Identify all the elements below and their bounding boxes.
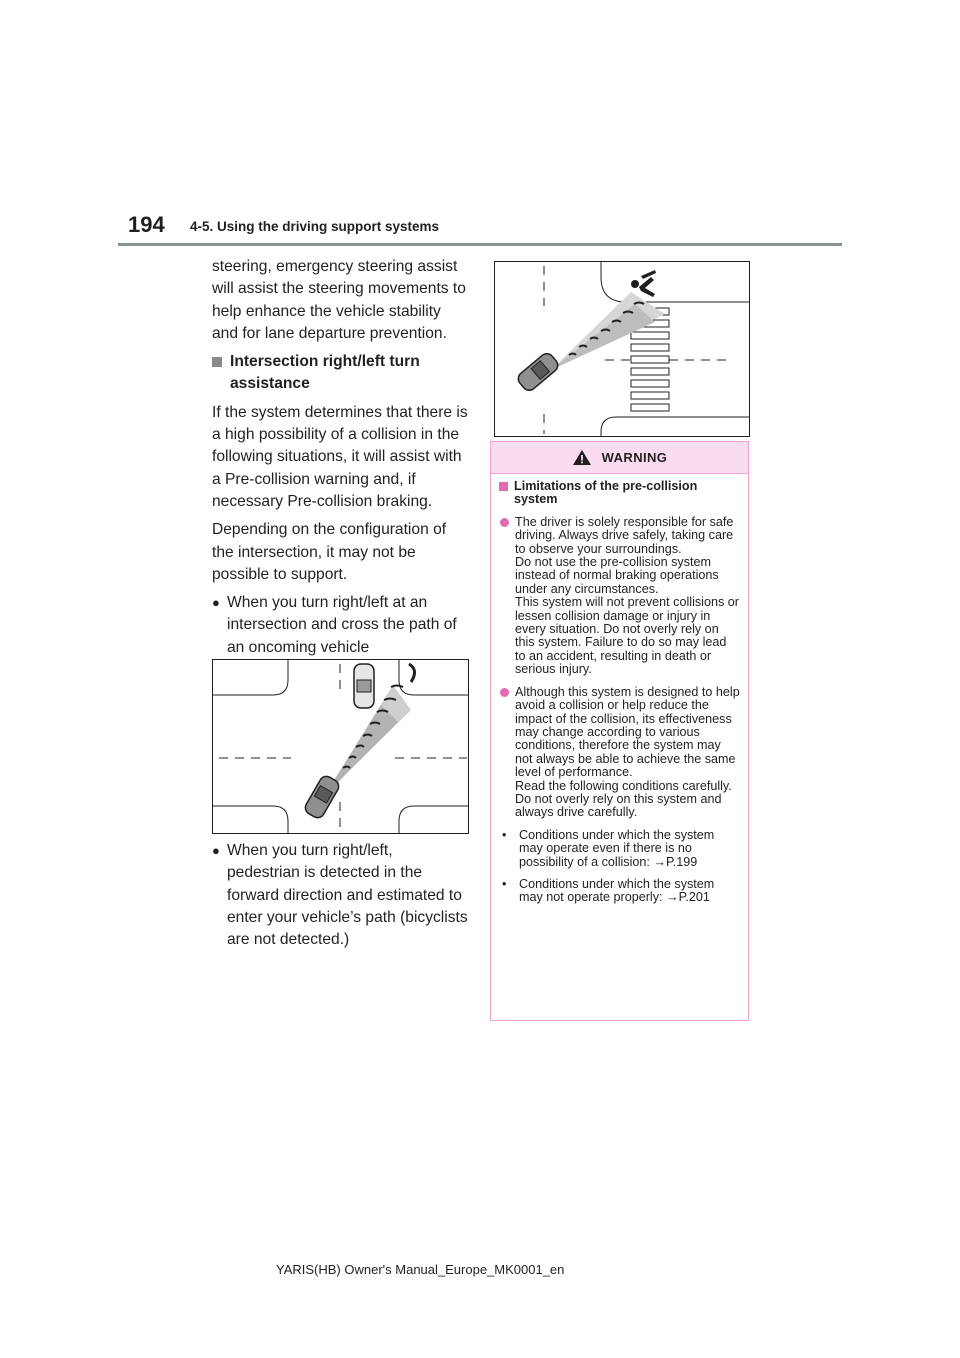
warning-triangle-icon	[572, 449, 592, 466]
warning-item-2-line-2: Read the following conditions carefully. Do not overly rely on this system and always drive carefully.	[515, 778, 732, 820]
paragraph-2: Depending on the configuration of the intersection, it may not be possible to support.	[212, 521, 447, 583]
warning-item-2	[499, 686, 740, 820]
bullet-text: When you turn right/left at an intersection and cross the path of an oncoming vehicle	[227, 594, 457, 656]
pedestrian-icon	[631, 270, 656, 297]
warning-item-1-line-2: Do not use the pre-collision system instead of normal braking operations under any circumstances.	[515, 555, 719, 596]
warning-subhead	[499, 480, 740, 507]
header-rule	[118, 243, 842, 246]
warning-subhead-text: Limitations of the pre-collision system	[514, 479, 698, 507]
bullet-dot-icon: ●	[212, 595, 220, 611]
warning-item-1	[499, 516, 740, 677]
warning-box	[490, 441, 749, 1021]
intro-paragraph: steering, emergency steering assist will assist the steering movements to help enhance the vehicle stability and for lane departure prevention.	[212, 258, 466, 342]
oncoming-car-icon	[354, 664, 374, 708]
warning-note-2	[499, 878, 740, 905]
oncoming-vehicle-illustration	[212, 659, 469, 834]
own-car-icon	[515, 351, 560, 393]
bullet-dot-icon: ●	[212, 843, 220, 858]
warning-note-1-text: Conditions under which the system may operate even if there is no possibility of a collision: →P.199	[519, 827, 715, 869]
pedestrian-diagram-icon	[495, 262, 749, 436]
circle-bullet-icon	[500, 688, 509, 697]
warning-item-2-line-1: Although this system is designed to help avoid a collision or help reduce the impact of the collision, its effectiveness may change according to various conditions, therefore the system may not always be able to achieve the same level of performance.	[515, 684, 740, 780]
pedestrian-crossing-illustration	[494, 261, 750, 437]
circle-bullet-icon	[500, 518, 509, 527]
warning-item-1-line-1: The driver is solely responsible for safe driving. Always drive safely, taking care to observe your surroundings.	[515, 514, 734, 556]
warning-note-2-text: Conditions under which the system may not operate properly: →P.201	[519, 876, 715, 905]
paragraph-1: If the system determines that there is a high possibility of a collision in the following situations, it will assist with a Pre-collision warning and, if necessary Pre-collision braking.	[212, 403, 468, 510]
note-bullet-icon: •	[502, 827, 507, 842]
subhead-intersection	[212, 351, 468, 396]
section-title: 4-5. Using the driving support systems	[190, 219, 440, 234]
square-bullet-icon	[499, 482, 508, 491]
warning-title: WARNING	[601, 450, 668, 465]
square-bullet-icon	[212, 357, 222, 367]
left-column	[212, 256, 468, 665]
bullet-item-2	[212, 840, 468, 951]
bullet-text: When you turn right/left, pedestrian is detected in the forward direction and estimated to enter your vehicle’s path (bicyclists are not detected.)	[227, 842, 468, 949]
bullet-block-2	[212, 838, 468, 957]
warning-item-1-line-3: This system will not prevent collisions or lessen collision damage or injury in every situation. Do not overly rely on this system. Failure to do so may lead to an accident, resulting in death or serious injury.	[515, 595, 739, 677]
warning-header	[491, 442, 748, 474]
subhead-text: Intersection right/left turn assistance	[230, 353, 420, 393]
note-bullet-icon: •	[502, 876, 507, 891]
warning-body	[491, 474, 748, 905]
intersection-diagram-icon	[213, 660, 468, 833]
bullet-item-1	[212, 592, 468, 659]
footer-manual-id: YARIS(HB) Owner's Manual_Europe_MK0001_en	[276, 1262, 565, 1277]
warning-note-1	[499, 829, 740, 869]
own-car-icon	[303, 774, 341, 820]
page-number: 194	[128, 212, 165, 237]
